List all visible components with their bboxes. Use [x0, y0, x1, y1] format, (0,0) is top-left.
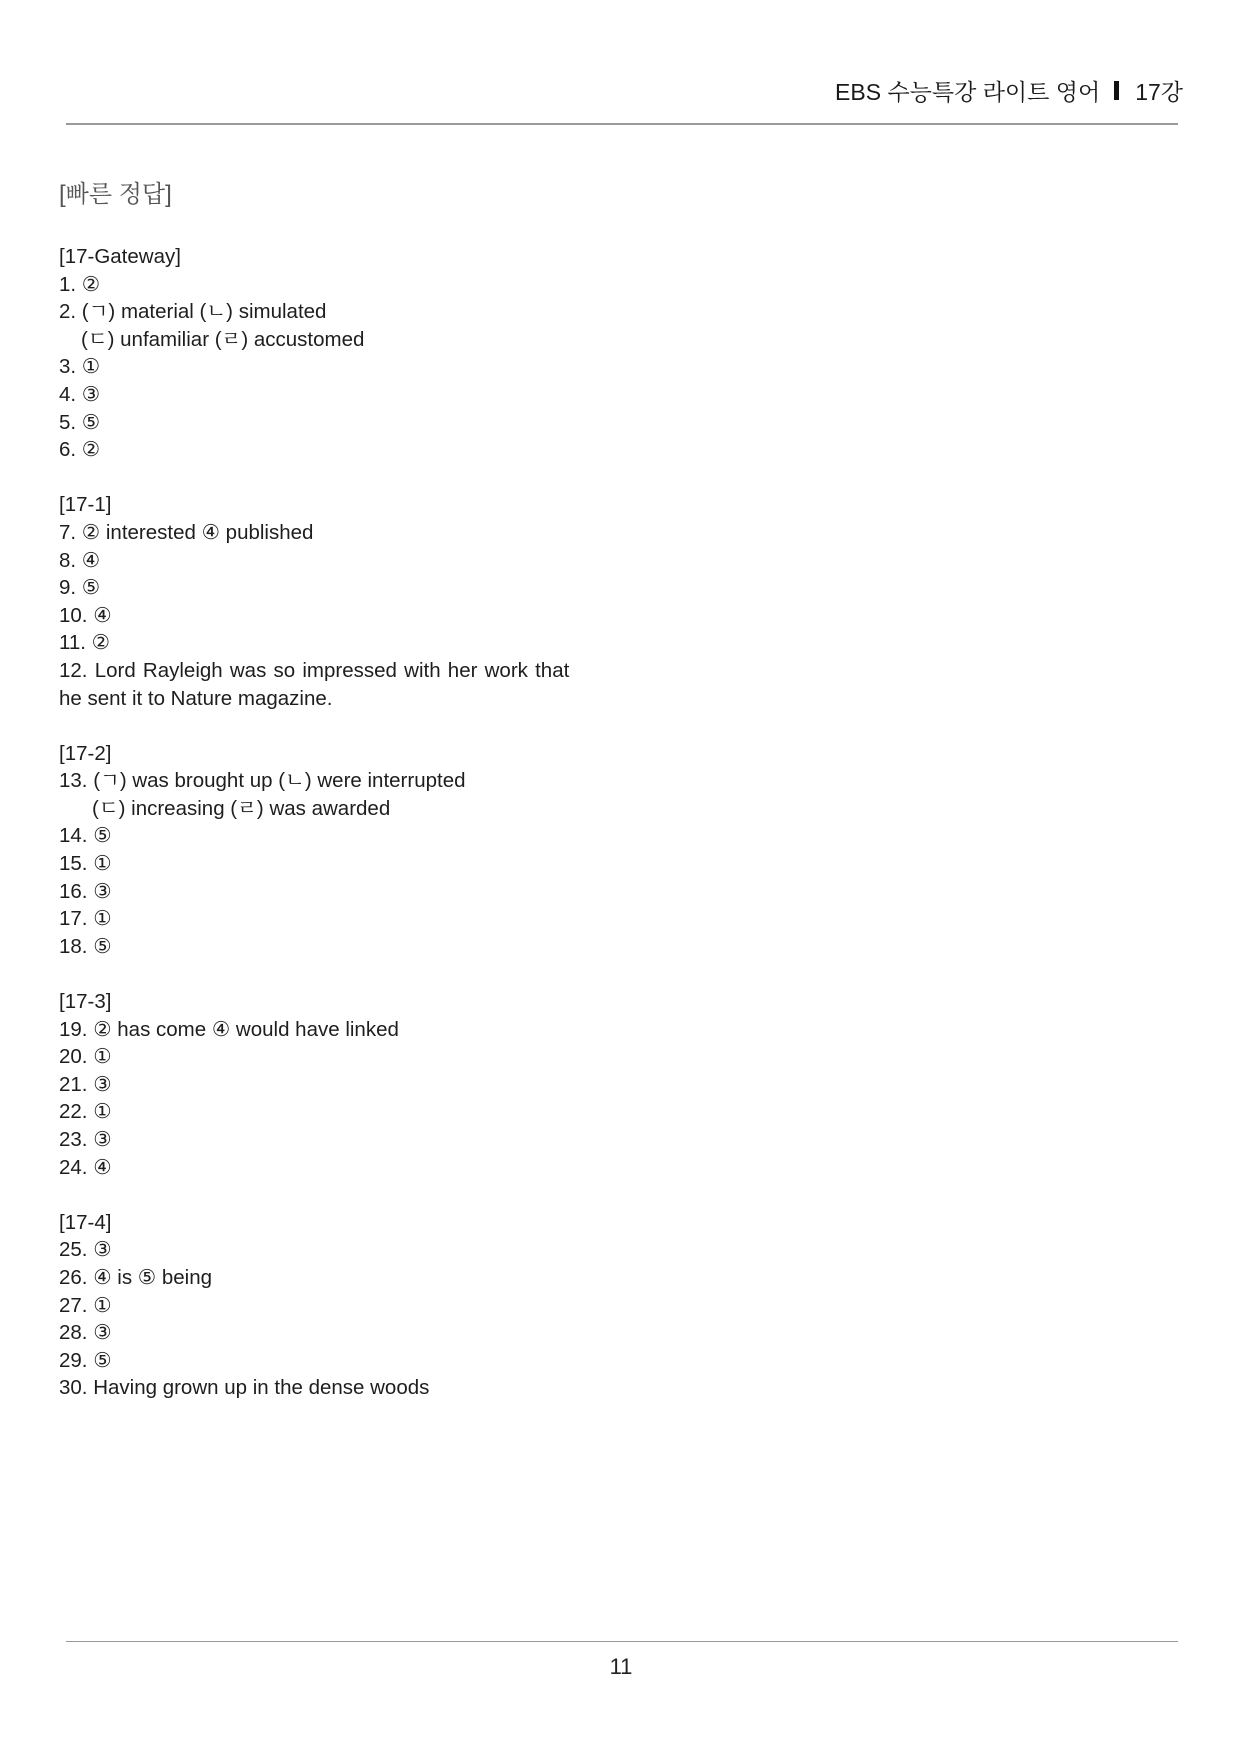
answer-line: 19. ② has come ④ would have linked	[59, 1017, 399, 1041]
section-17-3	[59, 988, 569, 1181]
section-17-1	[59, 491, 569, 712]
answer-line: 1. ②	[59, 272, 101, 296]
answer-line: 28. ③	[59, 1321, 112, 1345]
header-title: EBS 수능특강 라이트 영어	[835, 79, 1101, 105]
answer-line: 15. ①	[59, 852, 112, 876]
answer-line: 20. ①	[59, 1045, 112, 1069]
section-17-gateway	[59, 243, 569, 464]
header-divider	[66, 123, 1178, 125]
answer-line: 14. ⑤	[59, 824, 112, 848]
answer-line: 27. ①	[59, 1293, 112, 1317]
section-heading: [17-2]	[59, 741, 112, 765]
answer-line: 9. ⑤	[59, 576, 101, 600]
answer-line-continued: (ㄷ) unfamiliar (ㄹ) accustomed	[81, 327, 365, 351]
answer-line: 5. ⑤	[59, 410, 101, 434]
answer-line: 24. ④	[59, 1155, 112, 1179]
answer-line: 12. Lord Rayleigh was so impressed with her work that	[59, 658, 570, 682]
answer-line-continued: he sent it to Nature magazine.	[59, 686, 333, 710]
answer-line: 3. ①	[59, 355, 101, 379]
answer-line: 30. Having grown up in the dense woods	[59, 1376, 430, 1400]
section-heading: [17-1]	[59, 493, 112, 517]
answer-list	[59, 243, 569, 1430]
header-separator	[1114, 81, 1119, 100]
answer-line: 6. ②	[59, 438, 101, 462]
answer-line: 2. (ㄱ) material (ㄴ) simulated	[59, 300, 327, 324]
page-number: 11	[609, 1654, 633, 1679]
quick-answers-title: [빠른 정답]	[59, 181, 172, 208]
answer-line: 8. ④	[59, 548, 101, 572]
section-heading: [17-4]	[59, 1210, 112, 1234]
answer-line: 23. ③	[59, 1128, 112, 1151]
answer-line: 17. ①	[59, 907, 112, 931]
section-17-2	[59, 740, 569, 961]
answer-line: 21. ③	[59, 1072, 112, 1096]
header-lesson: 17강	[1135, 79, 1183, 105]
answer-line: 4. ③	[59, 382, 101, 406]
answer-line: 22. ①	[59, 1100, 112, 1124]
section-17-4	[59, 1209, 569, 1402]
answer-line: 25. ③	[59, 1238, 112, 1262]
section-heading: [17-Gateway]	[59, 245, 181, 268]
answer-line: 7. ② interested ④ published	[59, 520, 314, 544]
answer-line: 18. ⑤	[59, 934, 112, 958]
answer-line: 16. ③	[59, 879, 112, 903]
answer-line-continued: (ㄷ) increasing (ㄹ) was awarded	[92, 796, 391, 820]
footer-divider	[66, 1641, 1178, 1642]
section-heading: [17-3]	[59, 990, 112, 1014]
page-header	[835, 74, 1183, 107]
answer-line: 11. ②	[59, 631, 111, 655]
answer-line: 13. (ㄱ) was brought up (ㄴ) were interrupted	[59, 769, 466, 793]
answer-line: 10. ④	[59, 603, 112, 627]
answer-line: 29. ⑤	[59, 1348, 112, 1372]
answer-line: 26. ④ is ⑤ being	[59, 1265, 212, 1289]
